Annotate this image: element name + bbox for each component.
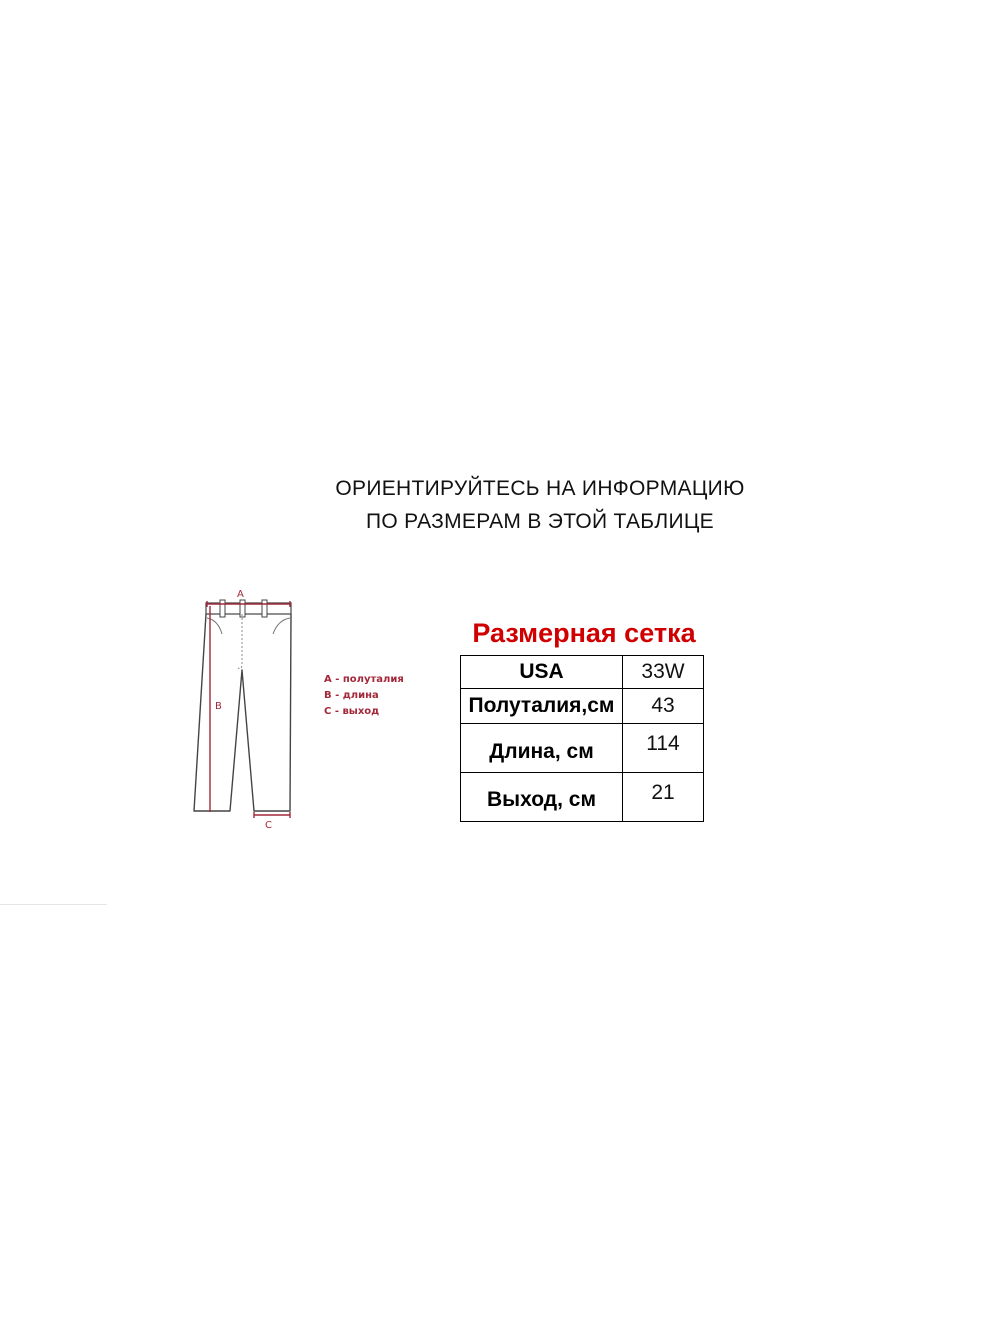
row-label-length: Длина, см [461, 724, 623, 773]
trousers-measurement-diagram [180, 582, 320, 832]
row-label-leg-opening: Выход, см [461, 773, 623, 822]
belt-loop [262, 600, 267, 617]
size-table [460, 655, 704, 822]
table-row [461, 656, 704, 689]
table-row [461, 724, 704, 773]
belt-loop [220, 600, 225, 617]
row-value-length: 114 [623, 724, 704, 773]
table-row [461, 689, 704, 724]
marker-b: B [215, 701, 222, 712]
row-label-half-waist: Полуталия,см [461, 689, 623, 724]
info-heading-line-2: ПО РАЗМЕРАМ В ЭТОЙ ТАБЛИЦЕ [366, 510, 714, 533]
legend-item-a: A - полуталия [324, 674, 404, 685]
divider [0, 904, 107, 905]
right-pocket [273, 618, 290, 634]
row-label-usa: USA [461, 656, 623, 689]
measurement-legend [324, 672, 404, 720]
row-value-leg-opening: 21 [623, 773, 704, 822]
marker-a: A [237, 589, 244, 600]
left-pocket [207, 618, 222, 634]
row-value-usa: 33W [623, 656, 704, 689]
marker-c: C [265, 820, 272, 831]
fly-seam [238, 614, 242, 669]
legend-item-c: C - выход [324, 706, 380, 717]
size-table-title: Размерная сетка [472, 618, 696, 648]
info-heading-line-1: ОРИЕНТИРУЙТЕСЬ НА ИНФОРМАЦИЮ [335, 477, 745, 500]
table-row [461, 773, 704, 822]
legend-item-b: B - длина [324, 690, 379, 701]
row-value-half-waist: 43 [623, 689, 704, 724]
